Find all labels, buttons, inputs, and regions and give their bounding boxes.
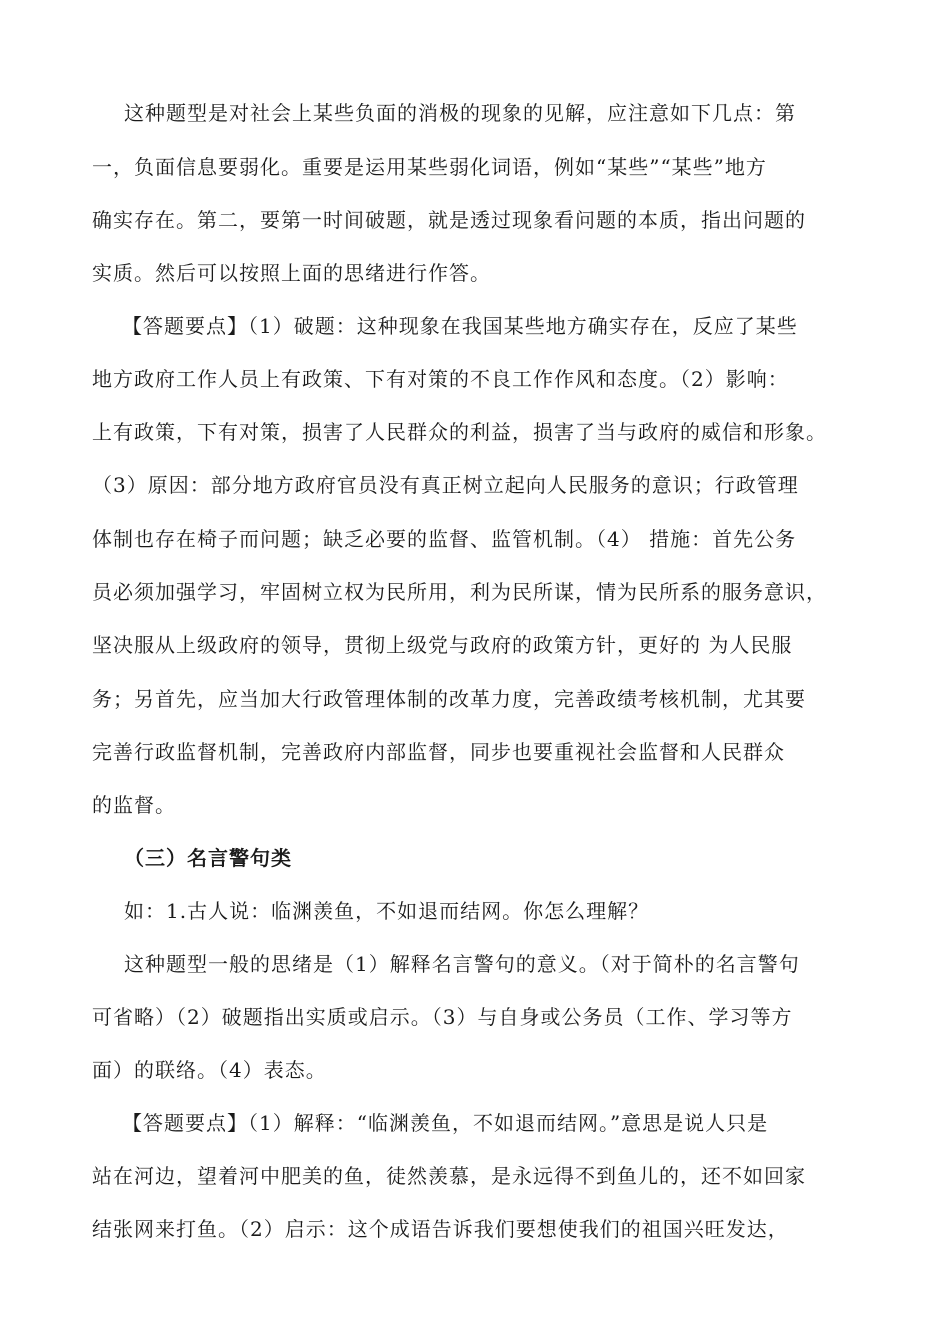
paragraph-line: 确实存在。第二，要第一时间破题，就是透过现象看问题的本质，指出问题的: [92, 208, 806, 232]
paragraph-line: （3）原因：部分地方政府官员没有真正树立起向人民服务的意识；行政管理: [92, 473, 799, 497]
paragraph-line: 【答题要点】（1）解释：“临渊羡鱼，不如退而结网。”意思是说人只是: [122, 1111, 769, 1135]
paragraph-line: 实质。然后可以按照上面的思绪进行作答。: [92, 261, 491, 285]
section-heading: （三）名言警句类: [124, 846, 292, 870]
paragraph-line: 体制也存在椅子而问题；缺乏必要的监督、监管机制。（4） 措施：首先公务: [92, 527, 797, 551]
paragraph-line: 如：1.古人说：临渊羡鱼，不如退而结网。你怎么理解？: [124, 899, 650, 923]
paragraph-line: 地方政府工作人员上有政策、下有对策的不良工作作风和态度。（2）影响：: [92, 367, 789, 391]
paragraph-line: 结张网来打鱼。（2）启示：这个成语告诉我们要想使我们的祖国兴旺发达，: [92, 1217, 789, 1241]
paragraph-line: 的监督。: [92, 793, 176, 817]
paragraph-line: 站在河边，望着河中肥美的鱼，徒然羡慕，是永远得不到鱼儿的，还不如回家: [92, 1164, 806, 1188]
paragraph-line: 员必须加强学习，牢固树立权为民所用，利为民所谋，情为民所系的服务意识，: [92, 580, 827, 604]
paragraph-line: 可省略）（2）破题指出实质或启示。（3）与自身或公务员（工作、学习等方: [92, 1005, 793, 1029]
paragraph-line: 面）的联络。（4）表态。: [92, 1058, 327, 1082]
paragraph-line: 务；另首先，应当加大行政管理体制的改革力度，完善政绩考核机制，尤其要: [92, 687, 806, 711]
paragraph-line: 完善行政监督机制，完善政府内部监督，同步也要重视社会监督和人民群众: [92, 740, 785, 764]
paragraph-line: 上有政策，下有对策，损害了人民群众的利益，损害了当与政府的威信和形象。: [92, 420, 827, 444]
paragraph-line: 这种题型一般的思绪是（1）解释名言警句的意义。（对于简朴的名言警句: [124, 952, 800, 976]
paragraph-line: 一，负面信息要弱化。重要是运用某些弱化词语，例如“某些”“某些”地方: [92, 155, 767, 179]
paragraph-line: 坚决服从上级政府的领导，贯彻上级党与政府的政策方针，更好的 为人民服: [92, 633, 793, 657]
paragraph-line: 【答题要点】（1）破题：这种现象在我国某些地方确实存在，反应了某些: [122, 314, 798, 338]
paragraph-line: 这种题型是对社会上某些负面的消极的现象的见解，应注意如下几点：第: [124, 101, 796, 125]
